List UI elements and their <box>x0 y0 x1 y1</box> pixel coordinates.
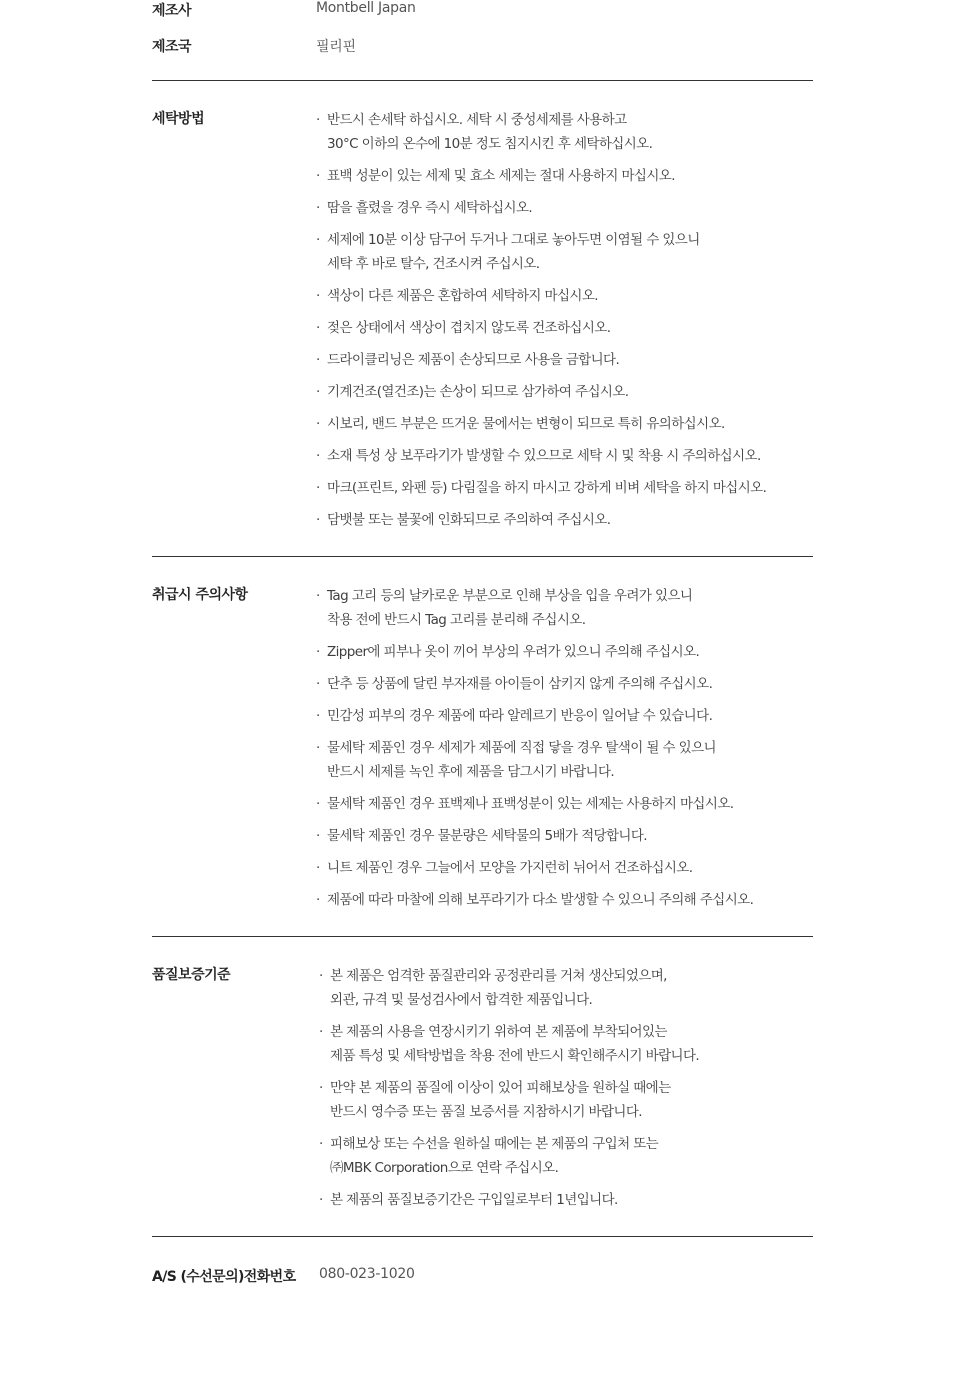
washing-label: 세탁방법 <box>152 111 205 127</box>
as-phone-row <box>152 1266 813 1286</box>
list-item: · 색상이 다른 제품은 혼합하여 세탁하지 마십시오. <box>316 284 813 308</box>
list-item: · Tag 고리 등의 날카로운 부분으로 인해 부상을 입을 우려가 있으니 착용 전에 반드시 Tag 고리를 분리해 주십시오. <box>316 584 813 632</box>
list-item: · 기계건조(열건조)는 손상이 되므로 삼가하여 주십시오. <box>316 380 813 404</box>
quality-label: 품질보증기준 <box>152 967 231 983</box>
list-item: · 피해보상 또는 수선을 원하실 때에는 본 제품의 구입처 또는 ㈜MBK Corporation으로 연락 주십시오. <box>319 1132 816 1180</box>
list-item: · 물세탁 제품인 경우 표백제나 표백성분이 있는 세제는 사용하지 마십시오. <box>316 792 813 816</box>
quality-list <box>319 964 816 1212</box>
maker-row <box>152 0 813 24</box>
list-item: · 시보리, 밴드 부분은 뜨거운 물에서는 변형이 되므로 특히 유의하십시오. <box>316 412 813 436</box>
country-label: 제조국 <box>152 39 192 55</box>
handling-list <box>316 584 813 912</box>
divider-2 <box>152 556 813 557</box>
list-item: · 본 제품의 사용을 연장시키기 위하여 본 제품에 부착되어있는 제품 특성 및 세탁방법을 착용 전에 반드시 확인해주시기 바랍니다. <box>319 1020 816 1068</box>
maker-label: 제조사 <box>152 3 192 19</box>
list-item: · 마크(프린트, 와펜 등) 다림질을 하지 마시고 강하게 비벼 세탁을 하지 마십시오. <box>316 476 813 500</box>
list-item: · 젖은 상태에서 색상이 겹치지 않도록 건조하십시오. <box>316 316 813 340</box>
as-phone-number[interactable]: 080-023-1020 <box>319 1266 415 1282</box>
list-item: · 물세탁 제품인 경우 물분량은 세탁물의 5배가 적당합니다. <box>316 824 813 848</box>
list-item: · 땀을 흘렸을 경우 즉시 세탁하십시오. <box>316 196 813 220</box>
as-phone-label: A/S (수선문의)전화번호 <box>152 1269 296 1285</box>
list-item: · 본 제품의 품질보증기간은 구입일로부터 1년입니다. <box>319 1188 816 1212</box>
list-item: · 민감성 피부의 경우 제품에 따라 알레르기 반응이 일어날 수 있습니다. <box>316 704 813 728</box>
list-item: · 물세탁 제품인 경우 세제가 제품에 직접 닿을 경우 탈색이 될 수 있으니 반드시 세제를 녹인 후에 제품을 담그시기 바랍니다. <box>316 736 813 784</box>
list-item: · 반드시 손세탁 하십시오. 세탁 시 중성세제를 사용하고 30°C 이하의 온수에 10분 정도 침지시킨 후 세탁하십시오. <box>316 108 813 156</box>
list-item: · 제품에 따라 마찰에 의해 보푸라기가 다소 발생할 수 있으니 주의해 주십시오. <box>316 888 813 912</box>
list-item: · Zipper에 피부나 옷이 끼어 부상의 우려가 있으니 주의해 주십시오. <box>316 640 813 664</box>
list-item: · 니트 제품인 경우 그늘에서 모양을 가지런히 뉘어서 건조하십시오. <box>316 856 813 880</box>
list-item: · 본 제품은 엄격한 품질관리와 공정관리를 거쳐 생산되었으며, 외관, 규격 및 물성검사에서 합격한 제품입니다. <box>319 964 816 1012</box>
list-item: · 만약 본 제품의 품질에 이상이 있어 피해보상을 원하실 때에는 반드시 영수증 또는 품질 보증서를 지참하시기 바랍니다. <box>319 1076 816 1124</box>
handling-label: 취급시 주의사항 <box>152 587 248 603</box>
list-item: · 표백 성분이 있는 세제 및 효소 세제는 절대 사용하지 마십시오. <box>316 164 813 188</box>
list-item: · 담뱃불 또는 불꽃에 인화되므로 주의하여 주십시오. <box>316 508 813 532</box>
list-item: · 소재 특성 상 보푸라기가 발생할 수 있으므로 세탁 시 및 착용 시 주의하십시오. <box>316 444 813 468</box>
divider-4 <box>152 1236 813 1237</box>
list-item: · 단추 등 상품에 달린 부자재를 아이들이 삼키지 않게 주의해 주십시오. <box>316 672 813 696</box>
divider-3 <box>152 936 813 937</box>
country-value: 필리핀 <box>316 39 356 55</box>
country-row <box>152 36 813 60</box>
list-item: · 드라이클리닝은 제품이 손상되므로 사용을 금합니다. <box>316 348 813 372</box>
list-item: · 세제에 10분 이상 담구어 두거나 그대로 놓아두면 이염될 수 있으니 세탁 후 바로 탈수, 건조시켜 주십시오. <box>316 228 813 276</box>
maker-value: Montbell Japan <box>316 0 416 16</box>
divider-1 <box>152 80 813 81</box>
washing-list <box>316 108 813 532</box>
